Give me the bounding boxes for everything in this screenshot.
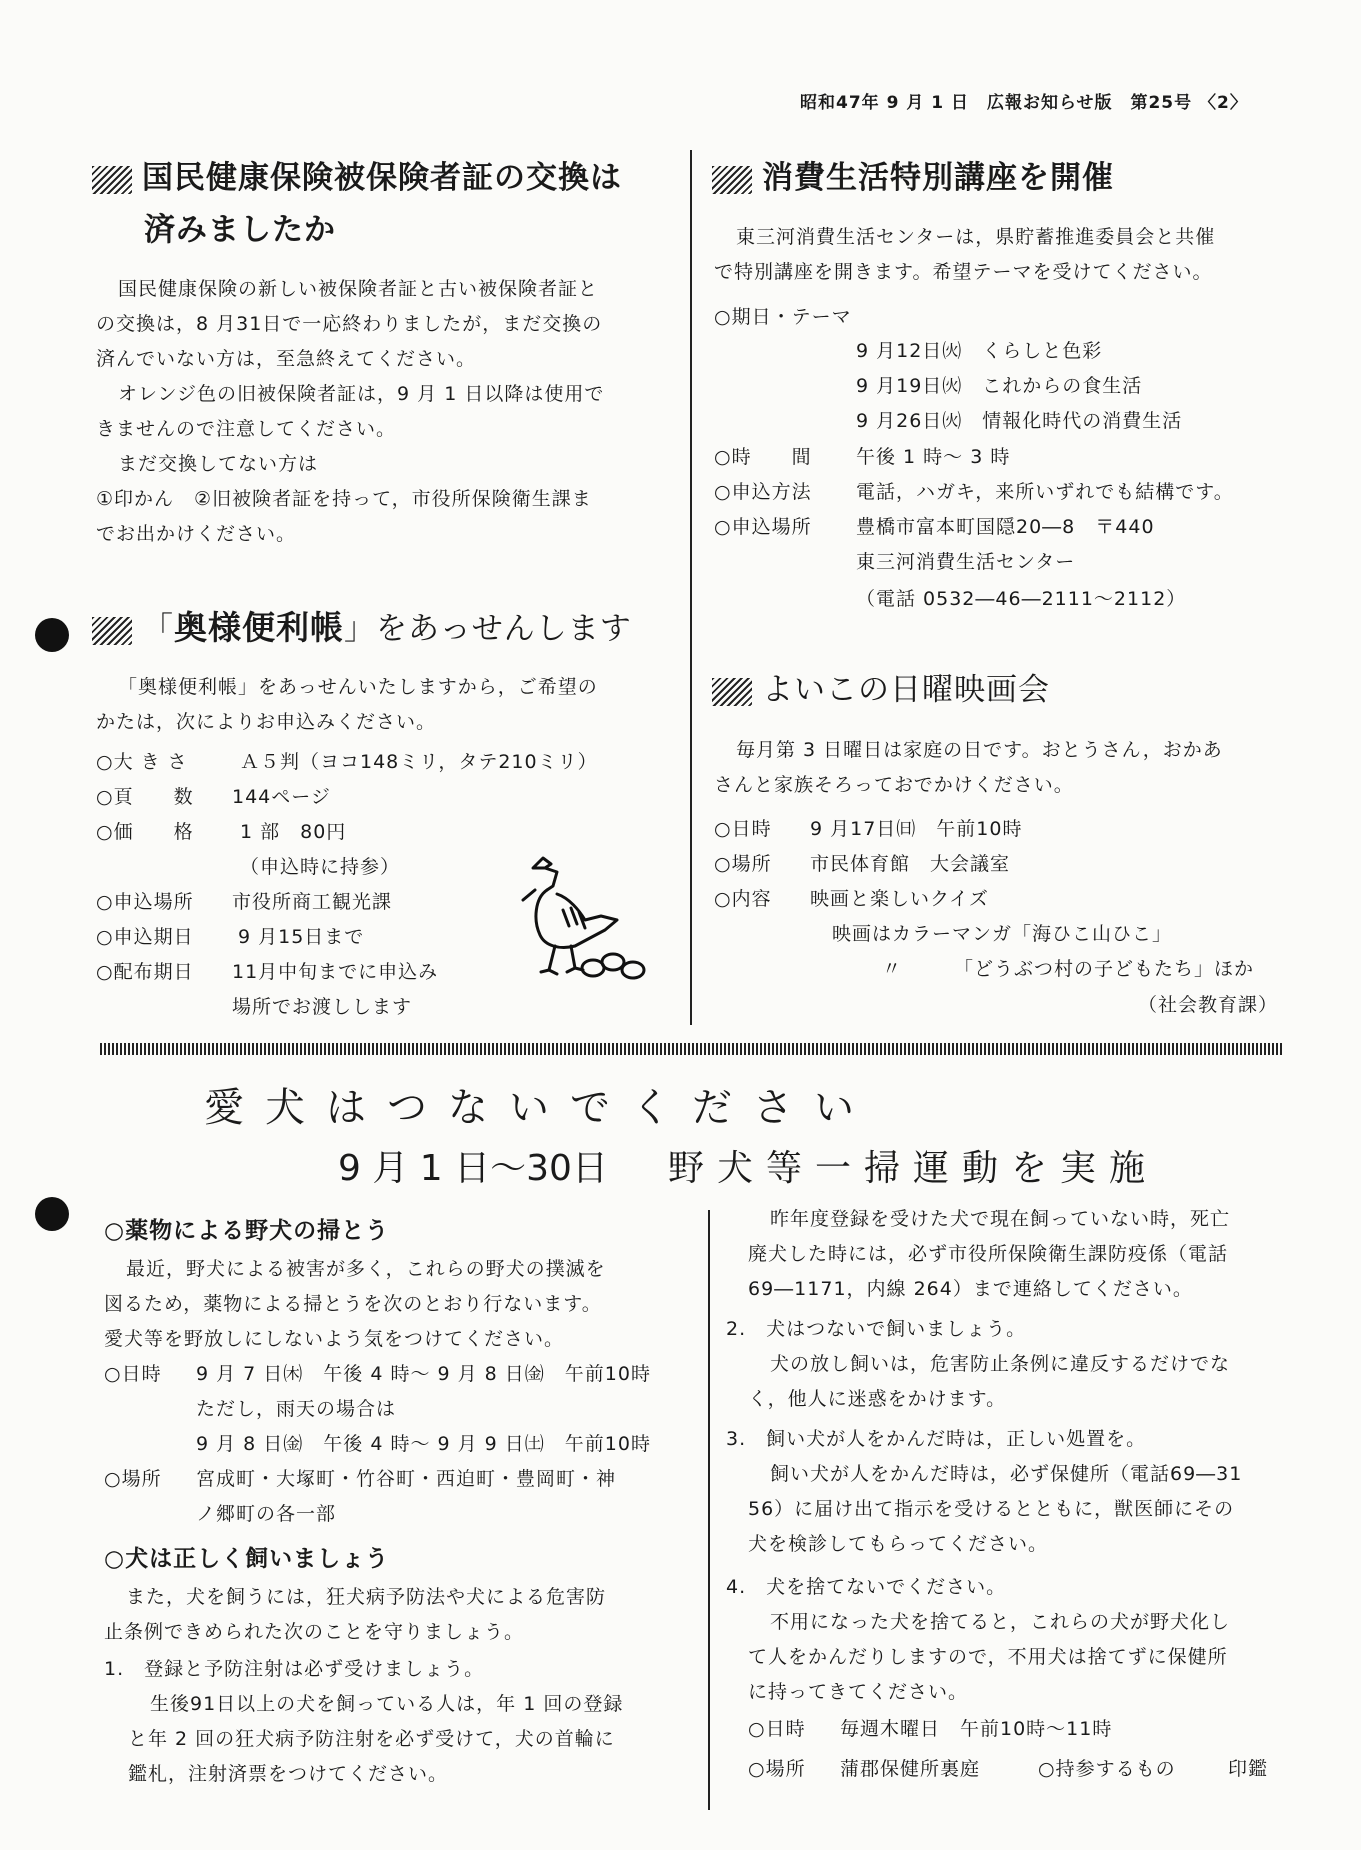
item-4-line: 不用になった犬を捨てると，これらの犬が野犬化し xyxy=(770,1611,1231,1633)
insurance-line: きませんので注意してください。 xyxy=(96,418,397,440)
poison-line: 最近，野犬による被害が多く，これらの野犬の撲滅を xyxy=(126,1258,606,1280)
theme-item: 9 月19日㈫ これからの食生活 xyxy=(856,375,1143,397)
item-3-line: 56）に届け出て指示を受けるとともに，獣医師にその xyxy=(748,1498,1235,1520)
insurance-title-line2: 済みましたか xyxy=(144,212,336,248)
handbook-intro: 「奥様便利帳」をあっせんいたしますから，ご希望の xyxy=(118,676,598,698)
movie-credit: （社会教育課） xyxy=(1138,994,1279,1016)
collection-place-label: ○場所 xyxy=(748,1758,806,1780)
consumer-seminar-title: 消費生活特別講座を開催 xyxy=(712,152,1114,197)
place-value: 市役所商工観光課 xyxy=(232,891,393,913)
seminar-place-value: 豊橋市富本町国隠20―8 〒440 xyxy=(856,516,1155,538)
theme-item: 9 月26日㈫ 情報化時代の消費生活 xyxy=(856,410,1183,432)
registration-line: 昨年度登録を受けた犬で現在飼っていない時，死亡 xyxy=(770,1208,1231,1230)
movie-film-1: 映画はカラーマンガ「海ひこ山ひこ」 xyxy=(832,923,1173,945)
place-label: ○申込場所 xyxy=(96,891,194,913)
issue-header: 昭和47年 9 月 1 日 広報お知らせ版 第25号 〈2〉 xyxy=(800,93,1248,113)
item-1-line: 鑑札，注射済票をつけてください。 xyxy=(128,1763,449,1785)
ditto-mark: 〃 xyxy=(882,958,903,980)
time-label: ○時 間 xyxy=(714,446,812,468)
item-1-line: と年 2 回の狂犬病予防注射を必ず受けて，犬の首輪に xyxy=(128,1728,615,1750)
rain-date-value: 9 月 8 日㈮ 午後 4 時～ 9 月 9 日㈯ 午前10時 xyxy=(196,1433,651,1455)
price-label: ○価 格 xyxy=(96,821,194,843)
registration-line: 廃犬した時には，必ず市役所保険衛生課防疫係（電話 xyxy=(748,1243,1229,1265)
item-2-line: 犬の放し飼いは，危害防止条例に違反するだけでな xyxy=(770,1353,1231,1375)
distribution-value: 11月中旬までに申込み xyxy=(232,961,439,983)
pages-label: ○頁 数 xyxy=(96,786,194,808)
punch-hole-top xyxy=(35,618,69,652)
section-divider xyxy=(100,1043,1282,1055)
dog-campaign-title: 愛犬はつないでください xyxy=(204,1085,875,1131)
insurance-title: 国民健康保険被保険者証の交換は xyxy=(92,152,622,197)
registration-line: 69―1171，内線 264）まで連絡してください。 xyxy=(748,1278,1193,1300)
poison-date-label: ○日時 xyxy=(104,1363,162,1385)
item-2-line: く，他人に迷惑をかけます。 xyxy=(748,1388,1007,1410)
hatch-icon xyxy=(92,617,132,645)
item-1-line: 生後91日以上の犬を飼っている人は，年 1 回の登録 xyxy=(150,1693,624,1715)
insurance-line: 済んでいない方は，至急終えてください。 xyxy=(96,348,477,370)
seminar-phone: （電話 0532―46―2111～2112） xyxy=(856,588,1187,610)
distribution-label: ○配布期日 xyxy=(96,961,194,983)
time-value: 午後 1 時～ 3 時 xyxy=(856,446,1011,468)
movie-place-value: 市民体育館 大会議室 xyxy=(810,853,1011,875)
insurance-line: の交換は，8 月31日で一応終わりましたが，まだ交換の xyxy=(96,313,603,335)
seminar-place-label: ○申込場所 xyxy=(714,516,812,538)
item-4-line: に持ってきてください。 xyxy=(748,1681,969,1703)
handbook-title: 「奥様便利帳」をあっせんします xyxy=(92,602,632,649)
bird-illustration xyxy=(505,850,655,990)
care-line: 止条例できめられた次のことを守りましょう。 xyxy=(104,1621,525,1643)
seminar-place-value-2: 東三河消費生活センター xyxy=(856,551,1076,573)
deadline-value: 9 月15日まで xyxy=(238,926,365,948)
item-3-line: 犬を検診してもらってください。 xyxy=(748,1533,1049,1555)
movie-intro: 毎月第 3 日曜日は家庭の日です。おとうさん，おかあ xyxy=(736,739,1223,761)
seminar-intro: で特別講座を開きます。希望テーマを受けてください。 xyxy=(714,261,1213,283)
insurance-line: まだ交換してない方は xyxy=(118,453,319,475)
item-3-heading: 3. 飼い犬が人をかんだ時は，正しい処置を。 xyxy=(726,1428,1147,1450)
bring-label: ○持参するもの xyxy=(1038,1758,1176,1780)
item-1-heading: 1. 登録と予防注射は必ず受けましょう。 xyxy=(104,1658,485,1680)
movie-film-2: 「どうぶつ村の子どもたち」ほか xyxy=(954,958,1255,980)
proper-care-heading: ○犬は正しく飼いましょう xyxy=(104,1546,390,1572)
poison-line: 図るため，薬物による掃とうを次のとおり行ないます。 xyxy=(104,1293,602,1315)
movie-date-label: ○日時 xyxy=(714,818,772,840)
movie-place-label: ○場所 xyxy=(714,853,772,875)
dog-campaign-name: 野犬等一掃運動を実施 xyxy=(668,1148,1159,1189)
movie-date-value: 9 月17日㈰ 午前10時 xyxy=(810,818,1023,840)
item-2-heading: 2. 犬はつないで飼いましょう。 xyxy=(726,1318,1027,1340)
theme-item: 9 月12日㈫ くらしと色彩 xyxy=(856,340,1103,362)
method-label: ○申込方法 xyxy=(714,481,812,503)
movie-content-label: ○内容 xyxy=(714,888,772,910)
price-value: 1 部 80円 xyxy=(240,821,347,843)
handbook-intro: かたは，次によりお申込みください。 xyxy=(96,711,437,733)
hatch-icon xyxy=(92,166,132,194)
top-column-divider xyxy=(690,150,692,1025)
collection-date-label: ○日時 xyxy=(748,1718,806,1740)
deadline-label: ○申込期日 xyxy=(96,926,194,948)
insurance-line: オレンジ色の旧被保険者証は，9 月 1 日以降は使用で xyxy=(118,383,605,405)
poison-date-value: 9 月 7 日㈭ 午後 4 時～ 9 月 8 日㈮ 午前10時 xyxy=(196,1363,651,1385)
poison-place-value: 宮成町・大塚町・竹谷町・西迫町・豊岡町・神 xyxy=(196,1468,617,1490)
hatch-icon xyxy=(712,166,752,194)
price-note: （申込時に持参） xyxy=(240,856,401,878)
care-line: また，犬を飼うには，狂犬病予防法や犬による危害防 xyxy=(126,1586,607,1608)
collection-place-value: 蒲郡保健所裏庭 xyxy=(840,1758,981,1780)
movie-content-value: 映画と楽しいクイズ xyxy=(810,888,989,910)
item-4-heading: 4. 犬を捨てないでください。 xyxy=(726,1576,1007,1598)
poison-heading: ○薬物による野犬の掃とう xyxy=(104,1218,390,1244)
movie-intro: さんと家族そろっておでかけください。 xyxy=(714,774,1074,796)
seminar-intro: 東三河消費生活センターは，県貯蓄推進委員会と共催 xyxy=(736,226,1216,248)
hatch-icon xyxy=(712,678,752,706)
item-4-line: て人をかんだりしますので，不用犬は捨てずに保健所 xyxy=(748,1646,1228,1668)
theme-label: ○期日・テーマ xyxy=(714,306,852,328)
dog-campaign-period: 9 月 1 日～30日 xyxy=(338,1148,608,1189)
distribution-value-2: 場所でお渡しします xyxy=(232,996,413,1018)
method-value: 電話，ハガキ，来所いずれでも結構です。 xyxy=(856,481,1234,503)
movie-title: よいこの日曜映画会 xyxy=(712,664,1050,709)
insurance-line: でお出かけください。 xyxy=(96,523,297,545)
poison-place-value-2: ノ郷町の各一部 xyxy=(196,1503,337,1525)
insurance-line: 国民健康保険の新しい被保険者証と古い被保険者証と xyxy=(118,278,599,300)
size-label: ○大 き さ xyxy=(96,751,188,773)
rain-note: ただし，雨天の場合は xyxy=(196,1398,397,1420)
punch-hole-bottom xyxy=(35,1197,69,1231)
insurance-line: ①印かん ②旧被険者証を持って，市役所保険衛生課ま xyxy=(96,488,592,510)
size-value: Ａ５判（ヨコ148ミリ，タテ210ミリ） xyxy=(240,751,598,773)
pages-value: 144ページ xyxy=(232,786,331,808)
poison-line: 愛犬等を野放しにしないよう気をつけてください。 xyxy=(104,1328,565,1350)
item-3-line: 飼い犬が人をかんだ時は，必ず保健所（電話69―31 xyxy=(770,1463,1243,1485)
collection-date-value: 毎週木曜日 午前10時～11時 xyxy=(840,1718,1113,1740)
bring-value: 印鑑 xyxy=(1228,1758,1269,1780)
bottom-column-divider xyxy=(708,1210,710,1810)
poison-place-label: ○場所 xyxy=(104,1468,162,1490)
